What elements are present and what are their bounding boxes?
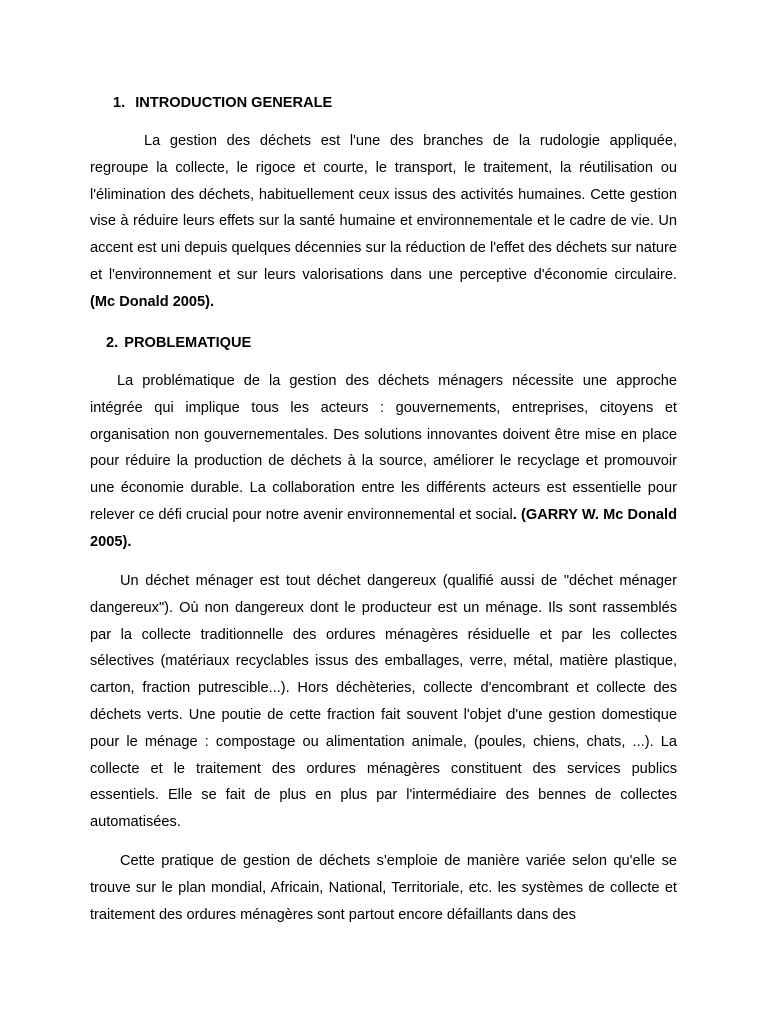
section-number: 1. [113, 95, 126, 111]
paragraph-definition [90, 568, 677, 836]
section-heading-introduction [113, 94, 332, 112]
paragraph-text: La gestion des déchets est l'une des branches de la rudologie appliquée, regroupe la collecte, le rigoce et courte, le transport, le traitement, la réutilisation ou l'élimination des déchets, habituellement ceux issus des activités humaines. Cette gestion vise à réduire leurs effets sur la santé humaine et environnementale et le cadre de vie. Un accent est uni depuis quelques décennies sur la réduction de l'effet des déchets sur nature et l'environnement et sur leurs valorisations dans une perceptive d'économie circulaire. [90, 133, 677, 283]
citation: (GARRY W. Mc Donald 2005). [90, 506, 678, 550]
paragraph-text: La problématique de la gestion des déchets ménagers nécessite une approche intégrée qui implique tous les acteurs : gouvernements, entreprises, citoyens et organisation non gouvernementales. Des solutions innovantes doivent être mise en place pour réduire la production de déchets à la source, améliorer le recyclage et promouvoir une économie durable. La collaboration entre les différents acteurs est essentielle pour relever ce défi crucial pour notre avenir environnemental et social [90, 373, 677, 523]
section-heading-problematique [106, 334, 251, 352]
section-number: 2. [106, 335, 119, 351]
paragraph-practice [90, 848, 677, 928]
paragraph-text: Cette pratique de gestion de déchets s'emploie de manière variée selon qu'elle se trouve sur le plan mondial, Africain, National, Territoriale, etc. les systèmes de collecte et traitement des ordures ménagères sont partout encore défaillants dans des [90, 853, 677, 923]
paragraph-problematique [90, 368, 677, 556]
paragraph-period: . [512, 506, 517, 523]
section-title: INTRODUCTION GENERALE [135, 95, 333, 111]
paragraph-text: Un déchet ménager est tout déchet dangereux (qualifié aussi de "déchet ménager dangereux"). Où non dangereux dont le producteur est un ménage. Ils sont rassemblés par la collecte traditionnelle des ordures ménagères résiduelle et par les collectes sélectives (matériaux recyclables issus des emballages, verre, métal, matière plastique, carton, fraction putrescible...). Hors déchèteries, collecte d'encombrant et collecte des déchets verts. Une poutie de cette fraction fait souvent l'objet d'une gestion domestique pour le ménage : compostage ou alimentation animale, (poules, chiens, chats, ...). La collecte et le traitement des ordures ménagères constituent des services publics essentiels. Elle se fait de plus en plus par l'intermédiaire des bennes de collectes automatisées. [90, 573, 677, 831]
citation: (Mc Donald 2005). [90, 293, 215, 310]
section-title: PROBLEMATIQUE [124, 335, 252, 351]
paragraph-introduction [90, 128, 677, 316]
